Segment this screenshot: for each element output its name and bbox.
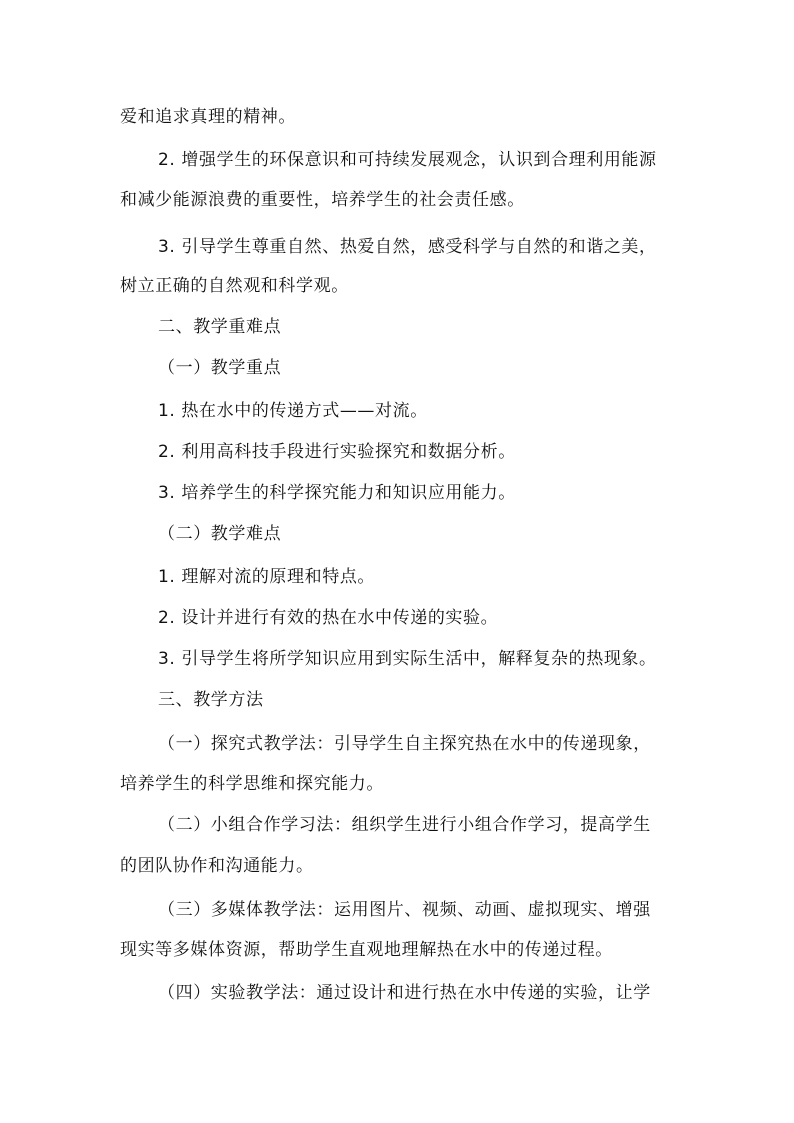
text-line: 2. 设计并进行有效的热在水中传递的实验。 [158,608,499,628]
text-line: 3. 引导学生将所学知识应用到实际生活中，解释复杂的热现象。 [158,649,657,669]
section-heading: 三、教学方法 [158,690,264,710]
text-line: （三）多媒体教学法：运用图片、视频、动画、虚拟现实、增强 [158,900,651,920]
text-line: 爱和追求真理的精神。 [120,107,296,127]
text-line: 的团队协作和沟通能力。 [120,856,314,876]
text-line: （二）小组合作学习法：组织学生进行小组合作学习，提高学生 [158,815,651,835]
text-line: 现实等多媒体资源，帮助学生直观地理解热在水中的传递过程。 [120,940,613,960]
text-line: 树立正确的自然观和科学观。 [120,276,349,296]
text-line: （一）探究式教学法：引导学生自主探究热在水中的传递现象， [158,734,651,754]
text-line: 1. 理解对流的原理和特点。 [158,567,376,587]
text-line: 1. 热在水中的传递方式——对流。 [158,401,428,421]
text-line: 2. 利用高科技手段进行实验探究和数据分析。 [158,442,516,462]
section-heading: 二、教学重难点 [158,317,282,337]
text-line: 2. 增强学生的环保意识和可持续发展观念，认识到合理利用能源 [158,150,657,170]
text-line: （四）实验教学法：通过设计和进行热在水中传递的实验，让学 [158,983,651,1003]
text-line: 和减少能源浪费的重要性，培养学生的社会责任感。 [120,190,525,210]
text-line: 3. 培养学生的科学探究能力和知识应用能力。 [158,483,516,503]
subsection-heading: （一）教学重点 [158,358,282,378]
subsection-heading: （二）教学难点 [158,524,282,544]
text-line: 培养学生的科学思维和探究能力。 [120,774,384,794]
text-line: 3. 引导学生尊重自然、热爱自然，感受科学与自然的和谐之美， [158,237,657,257]
